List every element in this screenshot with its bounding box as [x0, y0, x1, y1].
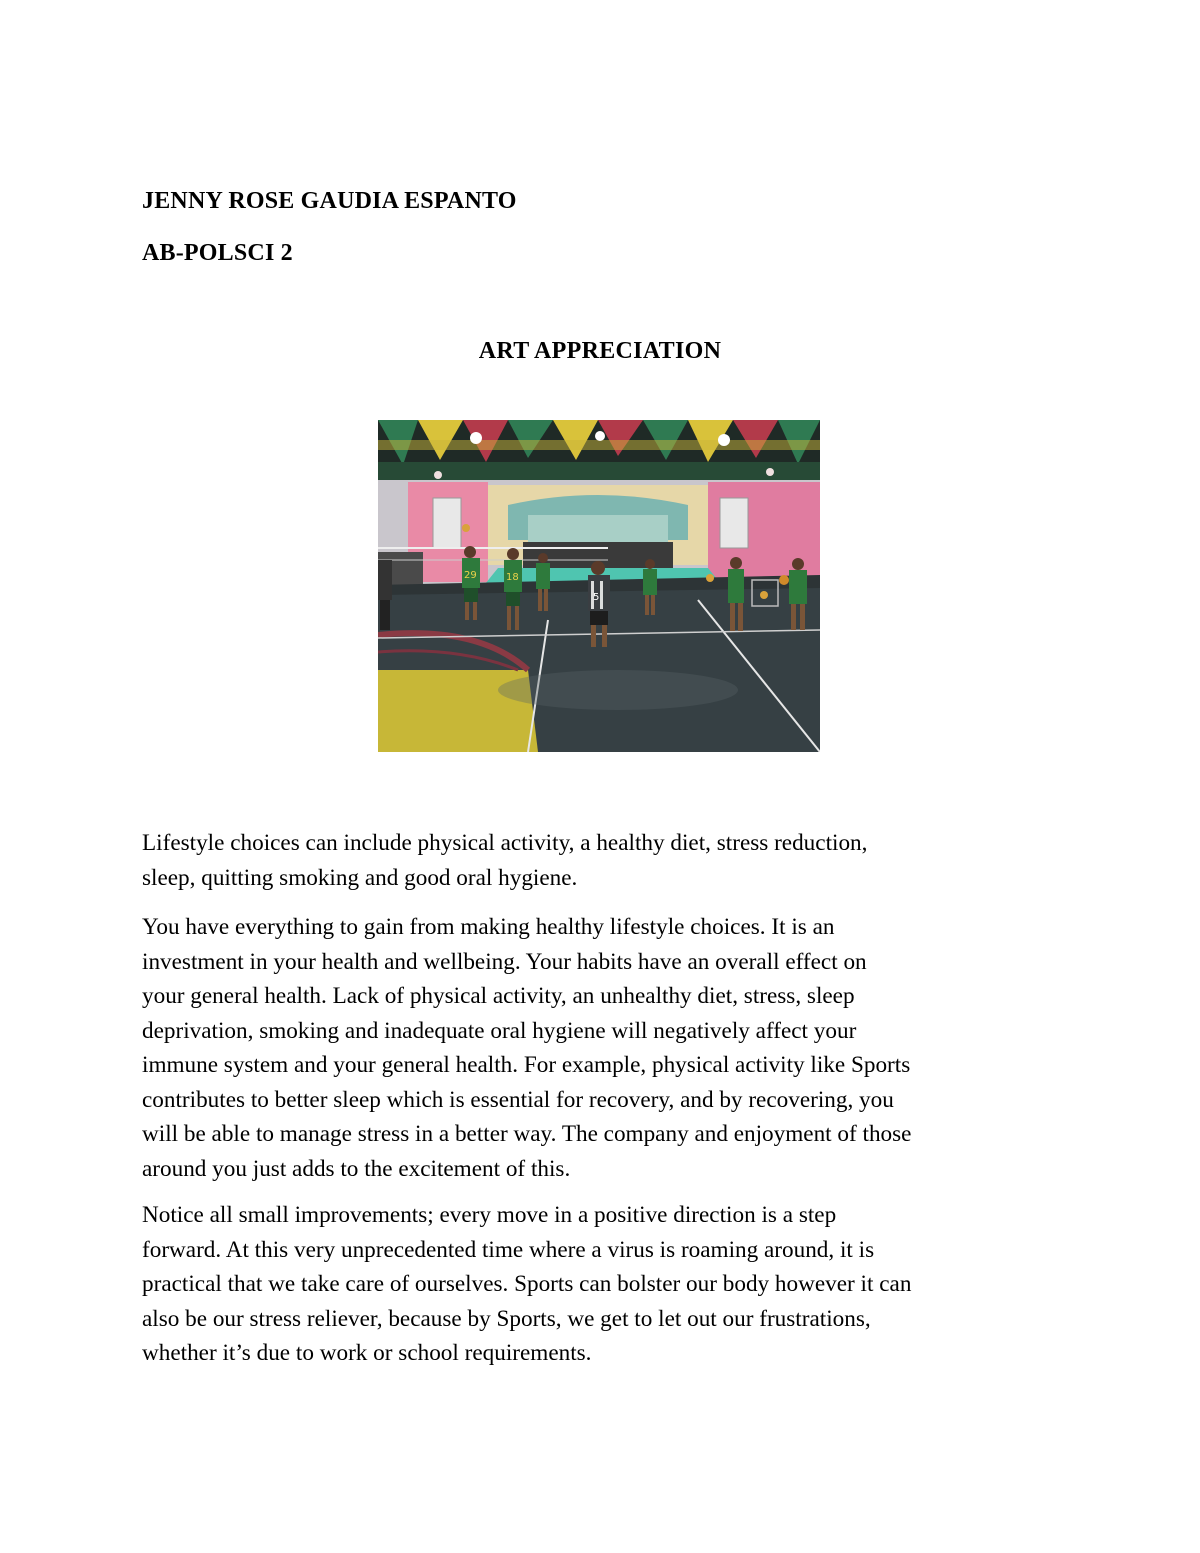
- paragraph-healthy-lifestyle: You have everything to gain from making healthy lifestyle choices. It is an investment in your health and wellbeing. Your habits have an overall effect on your general health. Lack of physical activity, an unhealthy diet, stress, sleep deprivation, smoking and inadequate oral hygiene will negatively affect your immune system and your general health. For example, physical activity like Sports contributes to better sleep which is essential for recovery, and by recovering, you will be able to manage stress in a better way. The company and enjoyment of those around you just adds to the excitement of this.: [142, 914, 912, 1182]
- paragraph-small-improvements: Notice all small improvements; every move in a positive direction is a step forward. At this very unprecedented time where a virus is roaming around, it is practical that we take care of ourselves. Sports can bolster our body however it can also be our stress reliever, because by Sports, we get to let out our frustrations, whether it’s due to work or school requirements.: [142, 1202, 912, 1366]
- jersey-number: 29: [464, 570, 477, 581]
- student-name: JENNY ROSE GAUDIA ESPANTO: [142, 188, 517, 214]
- course-label: AB-POLSCI 2: [142, 240, 293, 266]
- paragraph-lifestyle-choices: Lifestyle choices can include physical activity, a healthy diet, stress reduction, sleep, quitting smoking and good oral hygiene.: [142, 830, 868, 891]
- volleyball-court-photo: [378, 420, 820, 752]
- document-title: ART APPRECIATION: [478, 338, 722, 364]
- jersey-number: 18: [506, 572, 519, 583]
- jersey-number: 5: [593, 592, 600, 603]
